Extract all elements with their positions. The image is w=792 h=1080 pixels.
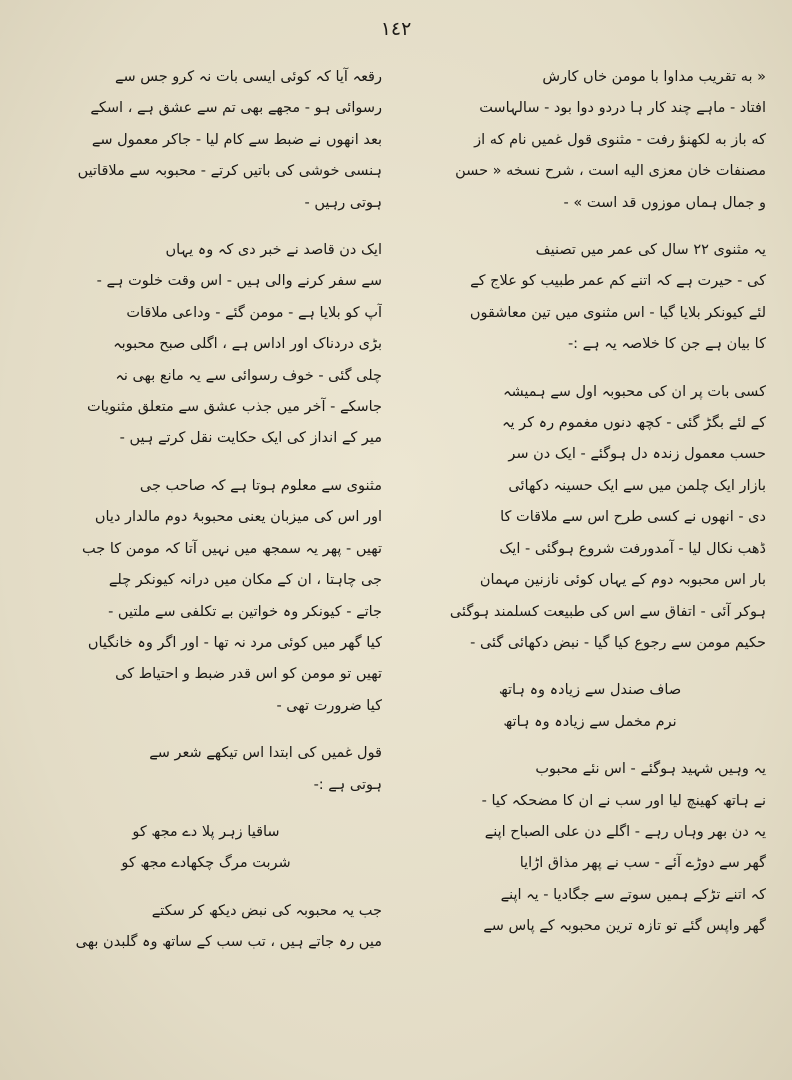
text-line: اور اس کی میزبان یعنی محبوبۂ دوم مالدار دیاں xyxy=(94,509,382,526)
text-line: سے سفر کرنے والی ہیں - اس وقت خلوت ہے - xyxy=(96,273,382,290)
text-line: ہوتی ہے :- xyxy=(313,776,382,793)
page-number: ١٤٢ xyxy=(380,18,412,40)
text-line: یہ وہیں شہید ہوگئے - اس نئے محبوب xyxy=(535,761,766,778)
paragraph xyxy=(30,62,382,219)
text-line: جاتے - کیونکر وہ خواتین بے تکلفی سے ملتیں - xyxy=(108,603,382,620)
text-line: که باز به لکھنؤ رفت - مثنوی قول غمیں نام که از xyxy=(474,131,766,148)
text-line: کیا ضرورت تھی - xyxy=(276,697,382,714)
paragraph xyxy=(30,738,382,801)
text-line: میں رہ جاتے ہیں ، تب سب کے ساتھ وہ گلبدن بھی xyxy=(75,934,382,951)
paragraph xyxy=(30,896,382,959)
text-line: آپ کو بلایا ہے - مومن گئے - وداعی ملاقات xyxy=(126,304,382,321)
text-line: میر کے انداز کی ایک حکایت نقل کرتے ہیں - xyxy=(119,430,382,447)
text-line: ہوکر آئی - اتفاق سے اس کی طبیعت کسلمند ہوگئی xyxy=(449,603,766,620)
text-line: ہوتی رہیں - xyxy=(304,194,382,211)
text-line: افتاد - ماہے چند کار ہا دردو دوا بود - سالہاست xyxy=(479,100,766,117)
text-line: قول غمیں کی ابتدا اس تیکھے شعر سے xyxy=(149,745,382,762)
text-line: بار اس محبوبہ دوم کے یہاں کوئی نازنین مہمان xyxy=(479,572,766,589)
text-line: صاف صندل سے زیادہ وہ ہاتھ xyxy=(498,682,682,699)
text-line: رقعہ آیا کہ کوئی ایسی بات نہ کرو جس سے xyxy=(114,69,382,85)
text-line: و جمال ہماں موزوں قد است » - xyxy=(563,194,766,211)
text-line: یہ دن بھر وہاں رہے - اگلے دن علی الصباح اپنے xyxy=(484,823,766,840)
text-line: بازار ایک چلمن میں سے ایک حسینہ دکھائی xyxy=(508,477,766,494)
verse-couplet xyxy=(30,817,382,880)
text-line: نے ہاتھ کھینچ لیا اور سب نے ان کا مضحکہ کیا - xyxy=(481,792,766,809)
text-line: جاسکے - آخر میں جذب عشق سے متعلق مثنویات xyxy=(86,399,382,416)
text-line: حکیم مومن سے رجوع کیا گیا - نبض دکھائی گئی - xyxy=(470,634,766,651)
text-line: حسب معمول زندہ دل ہوگئے - ایک دن سر xyxy=(508,446,766,463)
right-column xyxy=(414,62,766,959)
paragraph xyxy=(414,235,766,361)
paragraph xyxy=(414,754,766,942)
text-line: کے لئے بگڑ گئی - کچھ دنوں مغموم رہ کر یہ xyxy=(501,415,766,432)
left-column xyxy=(30,62,382,975)
text-line: تھیں - پھر یہ سمجھ میں نہیں آتا کہ مومن کا جب xyxy=(82,540,382,557)
text-line: نرم مخمل سے زیادہ وہ ہاتھ xyxy=(503,713,677,730)
text-line: مثنوی سے معلوم ہوتا ہے کہ صاحب جی xyxy=(139,477,382,494)
text-line: « به تقریب مداوا با مومن خاں کارش xyxy=(542,69,766,85)
paragraph xyxy=(30,235,382,455)
text-line: لئے کیونکر بلایا گیا - اس مثنوی میں تین معاشقوں xyxy=(469,304,766,321)
paragraph xyxy=(414,377,766,660)
text-line: جی چاہتا ، ان کے مکان میں درانہ کیونکر چلے xyxy=(108,572,382,589)
text-line: کہ اتنے تڑکے ہمیں سوتے سے جگادیا - یہ اپنے xyxy=(500,886,766,903)
text-line: ڈھب نکال لیا - آمدورفت شروع ہوگئی - ایک xyxy=(499,540,766,557)
text-line: ہنسی خوشی کی باتیں کرتے - محبوبہ سے ملاقاتیں xyxy=(77,163,382,180)
text-line: کی - حیرت ہے کہ اتنے کم عمر طبیب کو علاج کے xyxy=(470,273,766,290)
text-line: کیا گھر میں کوئی مرد نہ تھا - اور اگر وہ خانگیاں xyxy=(87,634,382,651)
text-line: گھر سے دوڑے آئے - سب نے پھر مذاق اڑایا xyxy=(519,855,766,872)
verse-couplet xyxy=(414,675,766,738)
text-line: مصنفات خان معزی الیه است ، شرح نسخه « حسن xyxy=(455,163,766,180)
paragraph xyxy=(30,471,382,722)
text-line: گھر واپس گئے تو تازہ ترین محبوبہ کے پاس سے xyxy=(483,918,766,935)
text-line: بعد انھوں نے ضبط سے کام لیا - جاکر معمول سے xyxy=(91,131,382,148)
text-line: بڑی دردناک اور اداس ہے ، اگلی صبح محبوبہ xyxy=(113,336,382,353)
text-line: یہ مثنوی ۲۲ سال کی عمر میں تصنیف xyxy=(535,242,766,259)
text-line: چلی گئی - خوف رسوائی سے یہ مانع بھی نہ xyxy=(115,367,382,384)
text-line: ایک دن قاصد نے خبر دی کہ وہ یہاں xyxy=(165,242,382,259)
text-line: تھیں تو مومن کو اس قدر ضبط و احتیاط کی xyxy=(115,666,382,683)
text-line: ساقیا زہر پلا دے مجھ کو xyxy=(132,823,280,840)
text-line: جب یہ محبوبہ کی نبض دیکھ کر سکتے xyxy=(151,902,382,919)
text-line: دی - انھوں نے کسی طرح اس سے ملاقات کا xyxy=(500,509,766,526)
text-line: کا بیان ہے جن کا خلاصہ یہ ہے :- xyxy=(567,336,766,353)
text-line: رسوائی ہو - مجھے بھی تم سے عشق ہے ، اسکے xyxy=(90,100,382,117)
paragraph xyxy=(414,62,766,219)
text-line: کسی بات پر ان کی محبوبہ اول سے ہمیشہ xyxy=(502,383,766,400)
text-line: شربت مرگ چکھادے مجھ کو xyxy=(121,855,291,872)
